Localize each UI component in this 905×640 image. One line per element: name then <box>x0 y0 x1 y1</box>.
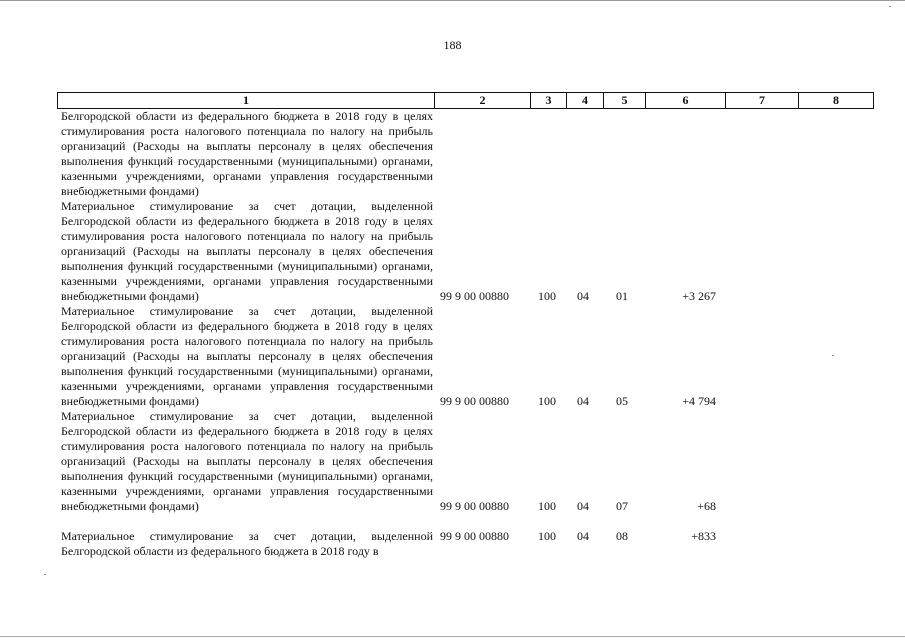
continuation-row <box>57 109 874 199</box>
budget-table <box>57 92 874 558</box>
scan-artifact-bottom <box>0 636 905 637</box>
column-header-6: 6 <box>645 93 725 108</box>
subsection-code: 08 <box>616 529 628 543</box>
column-header-2: 2 <box>434 93 530 108</box>
column-header-8: 8 <box>798 93 873 108</box>
scan-speck <box>44 574 46 575</box>
column-header-5: 5 <box>603 93 645 108</box>
row-description: Материальное стимулирование за счет дотации, выделенной Белгородской области из федерального бюджета в 2018 году в <box>61 529 433 558</box>
target-code: 99 9 00 00880 <box>440 529 509 543</box>
subsection-code: 05 <box>616 394 628 408</box>
expense-type: 100 <box>538 529 556 543</box>
row-description: Материальное стимулирование за счет дотации, выделенной Белгородской области из федерального бюджета в 2018 году в целях стимулирования роста налогового потенциала по налогу на прибыль организаций (Расходы на выплаты персоналу в целях обеспечения выполнения функций государственными (муниципальными) органами, казенными учреждениями, органами управления государственными внебюджетными фондами) <box>61 304 433 408</box>
expense-type: 100 <box>538 289 556 303</box>
target-code: 99 9 00 00880 <box>440 394 509 408</box>
amount: +4 794 <box>682 394 716 408</box>
scan-speck <box>889 6 891 7</box>
subsection-code: 07 <box>616 499 628 513</box>
scan-artifact-top <box>0 0 905 1</box>
row-description: Белгородской области из федерального бюджета в 2018 году в целях стимулирования роста налогового потенциала по налогу на прибыль организаций (Расходы на выплаты персоналу в целях обеспечения выполнения функций государственными (муниципальными) органами, казенными учреждениями, органами управления государственными внебюджетными фондами) <box>61 109 433 198</box>
row-description: Материальное стимулирование за счет дотации, выделенной Белгородской области из федерального бюджета в 2018 году в целях стимулирования роста налогового потенциала по налогу на прибыль организаций (Расходы на выплаты персоналу в целях обеспечения выполнения функций государственными (муниципальными) органами, казенными учреждениями, органами управления государственными внебюджетными фондами) <box>61 199 433 303</box>
table-row <box>57 409 874 514</box>
table-row <box>57 529 874 558</box>
expense-type: 100 <box>538 499 556 513</box>
column-header-4: 4 <box>566 93 603 108</box>
column-header-7: 7 <box>725 93 798 108</box>
table-row <box>57 199 874 304</box>
section-code: 04 <box>577 394 589 408</box>
subsection-code: 01 <box>616 289 628 303</box>
target-code: 99 9 00 00880 <box>440 289 509 303</box>
expense-type: 100 <box>538 394 556 408</box>
table-row <box>57 304 874 409</box>
column-header-3: 3 <box>530 93 566 108</box>
section-code: 04 <box>577 289 589 303</box>
page-number: 188 <box>443 38 462 52</box>
amount: +833 <box>691 529 716 543</box>
row-description: Материальное стимулирование за счет дотации, выделенной Белгородской области из федерального бюджета в 2018 году в целях стимулирования роста налогового потенциала по налогу на прибыль организаций (Расходы на выплаты персоналу в целях обеспечения выполнения функций государственными (муниципальными) органами, казенными учреждениями, органами управления государственными внебюджетными фондами) <box>61 409 433 513</box>
section-code: 04 <box>577 529 589 543</box>
table-header-row <box>57 92 874 109</box>
target-code: 99 9 00 00880 <box>440 499 509 513</box>
amount: +68 <box>697 499 716 513</box>
section-code: 04 <box>577 499 589 513</box>
column-header-1: 1 <box>243 93 249 107</box>
amount: +3 267 <box>682 289 716 303</box>
